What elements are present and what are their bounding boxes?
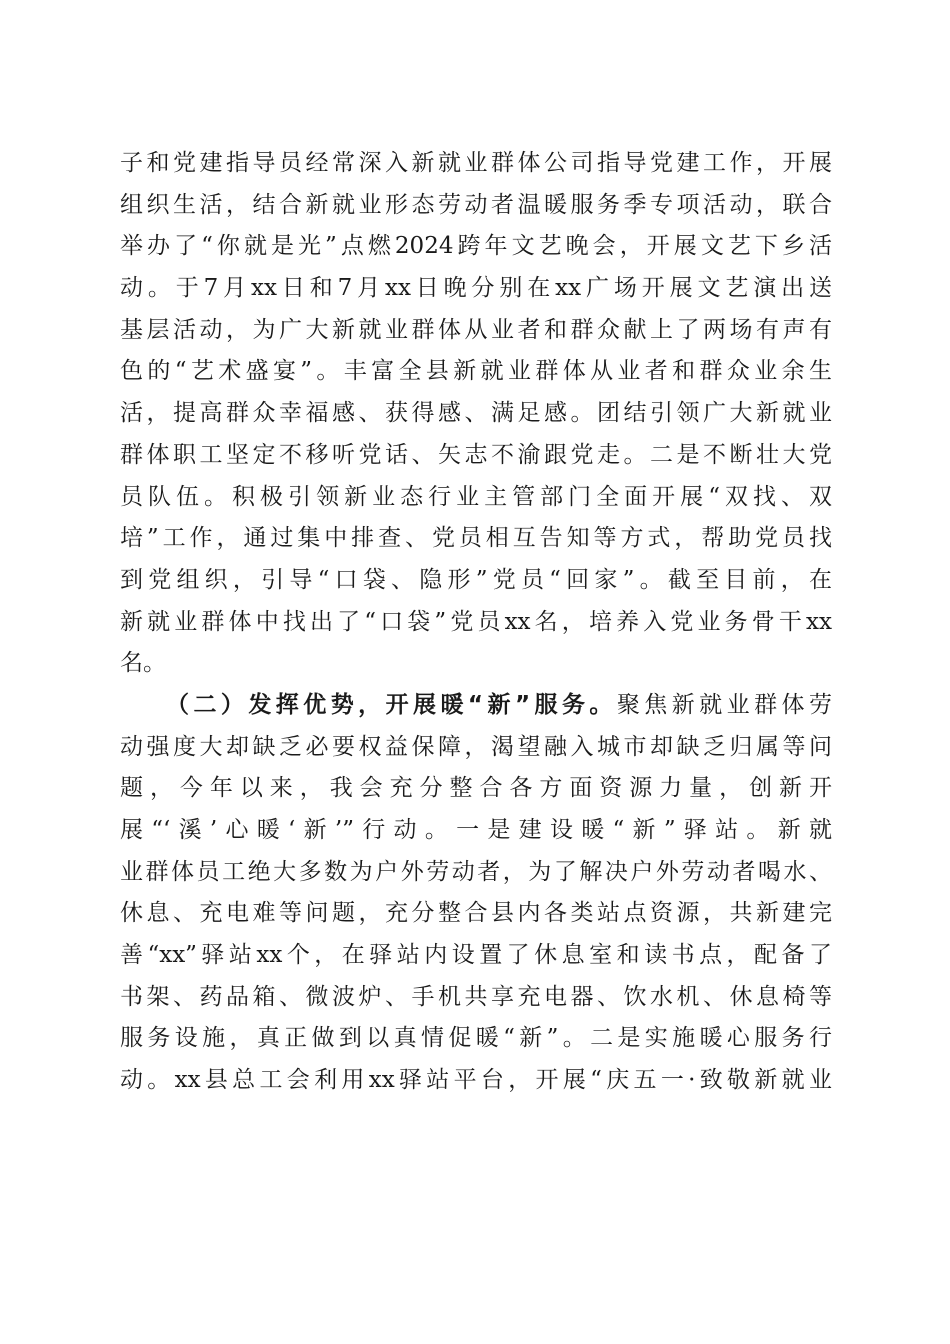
paragraph-line: 新就业群体中找出了“口袋”党员xx名，培养入党业务骨干xx [120,608,832,635]
paragraph-line: 题，今年以来，我会充分整合各方面资源力量，创新开 [120,775,832,802]
paragraph-line: 子和党建指导员经常深入新就业群体公司指导党建工作，开展 [120,150,832,176]
section-heading-line [120,685,832,727]
paragraph-line: 服务设施，真正做到以真情促暖“新”。二是实施暖心服务行 [120,1025,832,1052]
section-heading: （二）发挥优势，开展暖“新”服务。 [166,691,617,718]
paragraph-line: 名。 [120,650,166,677]
paragraph-line: 培”工作，通过集中排查、党员相互告知等方式，帮助党员找 [120,525,832,552]
paragraph-line: 动。xx县总工会利用xx驿站平台，开展“庆五一·致敬新就业 [120,1067,832,1094]
document-body [120,143,832,1102]
paragraph-line: 动强度大却缺乏必要权益保障，渴望融入城市却缺乏归属等问 [120,733,832,760]
paragraph-line: 善“xx”驿站xx个，在驿站内设置了休息室和读书点，配备了 [120,942,832,969]
paragraph-line: 组织生活，结合新就业形态劳动者温暖服务季专项活动，联合 [120,191,832,218]
paragraph-line: 基层活动，为广大新就业群体从业者和群众献上了两场有声有 [120,316,832,343]
paragraph-line: 员队伍。积极引领新业态行业主管部门全面开展“双找、双 [120,483,832,510]
paragraph-line: 到党组织，引导“口袋、隐形”党员“回家”。截至目前，在 [120,566,832,593]
paragraph-line: 书架、药品箱、微波炉、手机共享充电器、饮水机、休息椅等 [120,983,832,1010]
paragraph-line: 色的“艺术盛宴”。丰富全县新就业群体从业者和群众业余生 [120,358,832,385]
paragraph-line: 休息、充电难等问题，充分整合县内各类站点资源，共新建完 [120,900,832,927]
paragraph-line: 业群体员工绝大多数为户外劳动者，为了解决户外劳动者喝水、 [120,858,832,885]
paragraph-line: 展“‘溪’心暖‘新’”行动。一是建设暖“新”驿站。新就 [120,817,832,843]
paragraph-line: 动。于7月xx日和7月xx日晚分别在xx广场开展文艺演出送 [120,275,832,302]
section-heading-tail: 聚焦新就业群体劳 [616,691,832,718]
paragraph-line: 活，提高群众幸福感、获得感、满足感。团结引领广大新就业 [120,400,832,427]
paragraph-line: 举办了“你就是光”点燃2024跨年文艺晚会，开展文艺下乡活 [120,233,832,260]
paragraph-line: 群体职工坚定不移听党话、矢志不渝跟党走。二是不断壮大党 [120,441,832,468]
